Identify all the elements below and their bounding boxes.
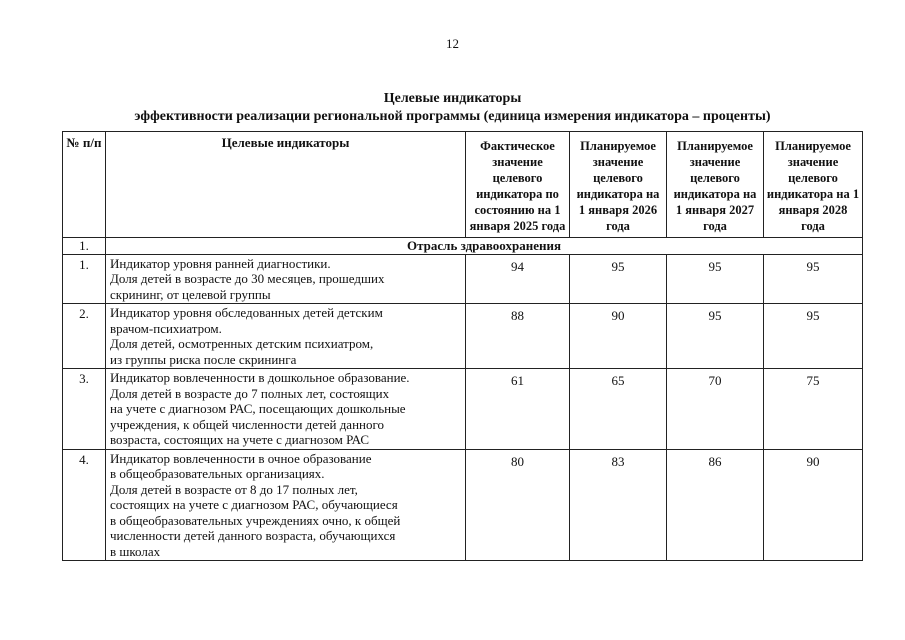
value-plan-2026: 83 (570, 449, 667, 561)
desc-line: в общеобразовательных учреждениях очно, к общей (110, 512, 401, 528)
title-line-2: эффективности реализации региональной программы (единица измерения индикатора – проценты) (134, 109, 771, 124)
desc-line: возраста, состоящих на учете с диагнозом РАС (110, 432, 370, 447)
table-row (63, 449, 863, 561)
value-fact-2025: 88 (466, 304, 570, 369)
value-plan-2027: 70 (667, 369, 764, 450)
title-line-1: Целевые индикаторы (383, 91, 522, 106)
value-fact-2025: 80 (466, 449, 570, 561)
desc-line: на учете с диагнозом РАС, посещающих дошкольные (110, 401, 406, 416)
header-row (63, 132, 863, 238)
section-row (63, 238, 863, 255)
row-num: 4. (63, 449, 106, 561)
desc-line: Индикатор вовлеченности в дошкольное образование. (110, 370, 410, 385)
desc-line: Доля детей в возрасте от 8 до 17 полных лет, (110, 481, 358, 497)
row-description (106, 304, 466, 369)
value-plan-2027: 95 (667, 304, 764, 369)
indicators-table (62, 131, 863, 561)
value-plan-2028: 95 (764, 304, 863, 369)
desc-line: численности детей данного возраста, обучающихся (110, 528, 396, 543)
value-fact-2025: 94 (466, 254, 570, 304)
desc-line: Доля детей в возрасте до 7 полных лет, состоящих (110, 385, 390, 401)
value-plan-2028: 90 (764, 449, 863, 561)
desc-line: Индикатор уровня обследованных детей детским (110, 305, 383, 320)
section-title: Отрасль здравоохранения (106, 238, 863, 255)
header-fact-2025: Фактическое значение целевого индикатора по состоянию на 1 января 2025 года (466, 132, 570, 238)
value-plan-2027: 86 (667, 449, 764, 561)
desc-line: в школах (110, 543, 161, 559)
table-title (0, 90, 905, 126)
desc-line: из группы риска после скрининга (110, 351, 297, 367)
row-num: 2. (63, 304, 106, 369)
desc-line: скрининг, от целевой группы (110, 286, 271, 302)
value-plan-2026: 65 (570, 369, 667, 450)
desc-line: врачом-психиатром. (110, 320, 222, 336)
header-plan-2027: Планируемое значение целевого индикатора на 1 января 2027 года (667, 132, 764, 238)
header-plan-2026: Планируемое значение целевого индикатора на 1 января 2026 года (570, 132, 667, 238)
value-plan-2028: 75 (764, 369, 863, 450)
value-plan-2028: 95 (764, 254, 863, 304)
desc-line: состоящих на учете с диагнозом РАС, обучающиеся (110, 497, 398, 512)
value-plan-2026: 95 (570, 254, 667, 304)
header-indicator: Целевые индикаторы (106, 132, 466, 238)
desc-line: Доля детей, осмотренных детским психиатром, (110, 336, 374, 351)
row-description (106, 449, 466, 561)
page-number: 12 (446, 36, 459, 51)
table-row (63, 254, 863, 304)
section-num: 1. (63, 238, 106, 255)
row-num: 3. (63, 369, 106, 450)
table-row (63, 304, 863, 369)
row-description (106, 369, 466, 450)
desc-line: Индикатор вовлеченности в очное образование (110, 450, 372, 466)
desc-line: Индикатор уровня ранней диагностики. (110, 255, 331, 271)
value-plan-2026: 90 (570, 304, 667, 369)
header-plan-2028: Планируемое значение целевого индикатора на 1 января 2028 года (764, 132, 863, 238)
desc-line: Доля детей в возрасте до 30 месяцев, прошедших (110, 271, 385, 286)
value-plan-2027: 95 (667, 254, 764, 304)
desc-line: в общеобразовательных организациях. (110, 466, 325, 481)
value-fact-2025: 61 (466, 369, 570, 450)
desc-line: учреждения, к общей численности детей данного (110, 416, 385, 432)
row-description (106, 254, 466, 304)
header-num: № п/п (63, 132, 106, 238)
table-row (63, 369, 863, 450)
row-num: 1. (63, 254, 106, 304)
